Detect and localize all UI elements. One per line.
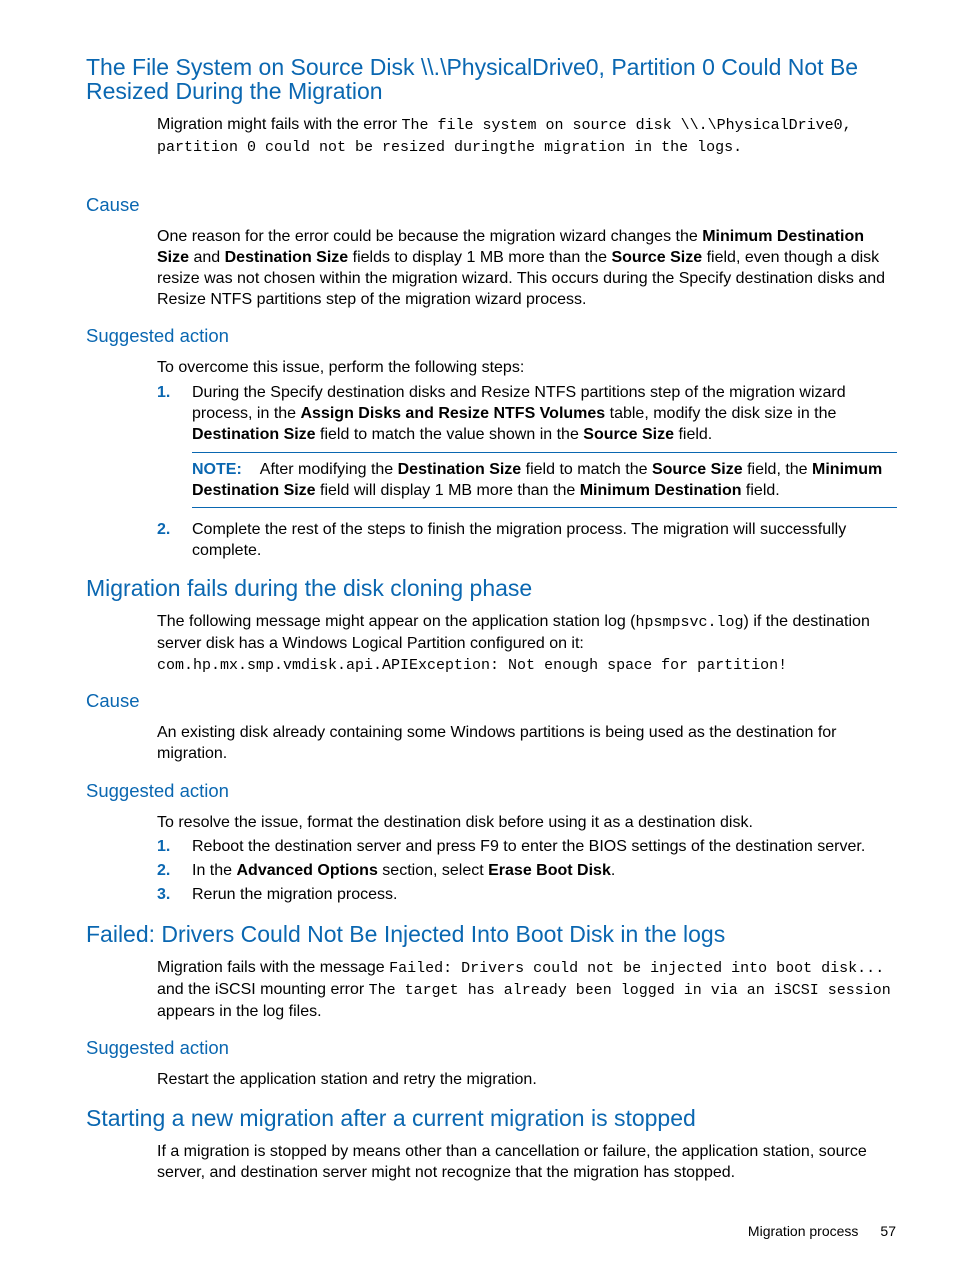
list-item <box>157 836 897 857</box>
cause-text: field, even though a disk resize was not chosen within the migration wizard. This occurs during the Specify destination disks and Resize NTFS partitions step of the migration wizard process. <box>157 249 886 308</box>
action-paragraph: Restart the application station and retry the migration. <box>157 1071 537 1088</box>
field-name: Destination Size <box>192 426 316 443</box>
intro-text: Migration might fails with the error <box>157 116 402 133</box>
cause-text: fields to display 1 MB more than the <box>348 249 612 266</box>
step-number: 2. <box>157 862 171 879</box>
field-name: Minimum Destination Size <box>157 228 864 266</box>
note-box <box>192 452 897 508</box>
section-title: Migration fails during the disk cloning phase <box>86 575 533 601</box>
cause-paragraph <box>157 226 897 310</box>
step-text: section, select <box>377 862 489 879</box>
step-text: field to match the value shown in the <box>315 426 584 443</box>
page-footer <box>748 1223 896 1239</box>
page-number: 57 <box>880 1223 896 1239</box>
note-text: field, the <box>742 461 813 478</box>
list-item <box>157 860 897 881</box>
cloning-intro <box>157 611 897 676</box>
error-message-code: The file system on source disk \\.\PhysicalDrive0, partition 0 could not be resized duringthe migration in the logs. <box>157 117 852 156</box>
error-message-code: The target has already been logged in via an iSCSI session <box>368 982 891 999</box>
step-text: In the <box>192 862 237 879</box>
stopped-migration-paragraph: If a migration is stopped by means other than a cancellation or failure, the application station, source server, and destination server might not recognize that the migration has stopped. <box>157 1143 867 1181</box>
action-intro: To resolve the issue, format the destination disk before using it as a destination disk. <box>157 814 753 831</box>
cause-heading: Cause <box>86 690 140 711</box>
error-message-code: Failed: Drivers could not be injected into boot disk... <box>389 960 885 977</box>
drivers-intro <box>157 957 897 1022</box>
note-text: After modifying the <box>259 461 398 478</box>
step-text: . <box>610 862 616 879</box>
cause-text: and <box>189 249 225 266</box>
cause-heading: Cause <box>86 194 140 215</box>
step-number: 1. <box>157 838 171 855</box>
list-item <box>157 519 897 561</box>
field-name: Minimum Destination <box>579 482 742 499</box>
field-name: Destination Size <box>397 461 522 478</box>
suggested-action-heading: Suggested action <box>86 1037 229 1058</box>
suggested-action-heading: Suggested action <box>86 325 229 346</box>
log-file-name: hpsmpsvc.log <box>635 614 744 631</box>
field-name: Assign Disks and Resize NTFS Volumes <box>300 405 606 422</box>
step-text: field. <box>674 426 713 443</box>
option-name: Erase Boot Disk <box>488 862 611 879</box>
step-number: 2. <box>157 521 171 538</box>
intro-text: Migration fails with the message <box>157 959 390 976</box>
exception-message-code: com.hp.mx.smp.vmdisk.api.APIException: Not enough space for partition! <box>157 657 788 674</box>
step-text: Complete the rest of the steps to finish the migration process. The migration will successfully complete. <box>192 521 847 559</box>
intro-text: and the iSCSI mounting error <box>157 981 369 998</box>
field-name: Source Size <box>583 426 674 443</box>
intro-text: The following message might appear on the application station log ( <box>157 613 636 630</box>
step-text: table, modify the disk size in the <box>605 405 837 422</box>
field-name: Destination Size <box>224 249 349 266</box>
cause-paragraph: An existing disk already containing some Windows partitions is being used as the destination for migration. <box>157 724 837 762</box>
section-title: Starting a new migration after a current migration is stopped <box>86 1105 696 1131</box>
action-intro: To overcome this issue, perform the following steps: <box>157 359 525 376</box>
note-text: field to match the <box>521 461 652 478</box>
note-label: NOTE: <box>192 461 242 478</box>
section-name: Advanced Options <box>236 862 378 879</box>
step-text: Reboot the destination server and press F9 to enter the BIOS settings of the destination server. <box>192 838 866 855</box>
step-text: During the Specify destination disks and Resize NTFS partitions step of the migration wizard process, in the <box>192 384 846 422</box>
note-text: field. <box>741 482 780 499</box>
intro-text: appears in the log files. <box>157 1003 322 1020</box>
step-number: 3. <box>157 886 171 903</box>
steps-list <box>157 382 897 561</box>
field-name: Source Size <box>611 249 703 266</box>
field-name: Source Size <box>651 461 743 478</box>
step-number: 1. <box>157 384 171 401</box>
step-text: Rerun the migration process. <box>192 886 398 903</box>
field-name: Minimum Destination Size <box>192 461 883 499</box>
footer-section-name: Migration process <box>747 1223 859 1239</box>
list-item <box>157 382 897 508</box>
steps-list <box>157 836 897 905</box>
intro-text: ) if the destination server disk has a Windows Logical Partition configured on it: <box>157 613 870 652</box>
section-title: Failed: Drivers Could Not Be Injected Into Boot Disk in the logs <box>86 921 726 947</box>
suggested-action-heading: Suggested action <box>86 780 229 801</box>
note-text: field will display 1 MB more than the <box>315 482 580 499</box>
cause-text: One reason for the error could be because the migration wizard changes the <box>157 228 703 245</box>
list-item <box>157 884 897 905</box>
page-title: The File System on Source Disk \\.\PhysicalDrive0, Partition 0 Could Not Be Resized During the Migration <box>86 54 859 104</box>
error-intro <box>157 114 897 158</box>
